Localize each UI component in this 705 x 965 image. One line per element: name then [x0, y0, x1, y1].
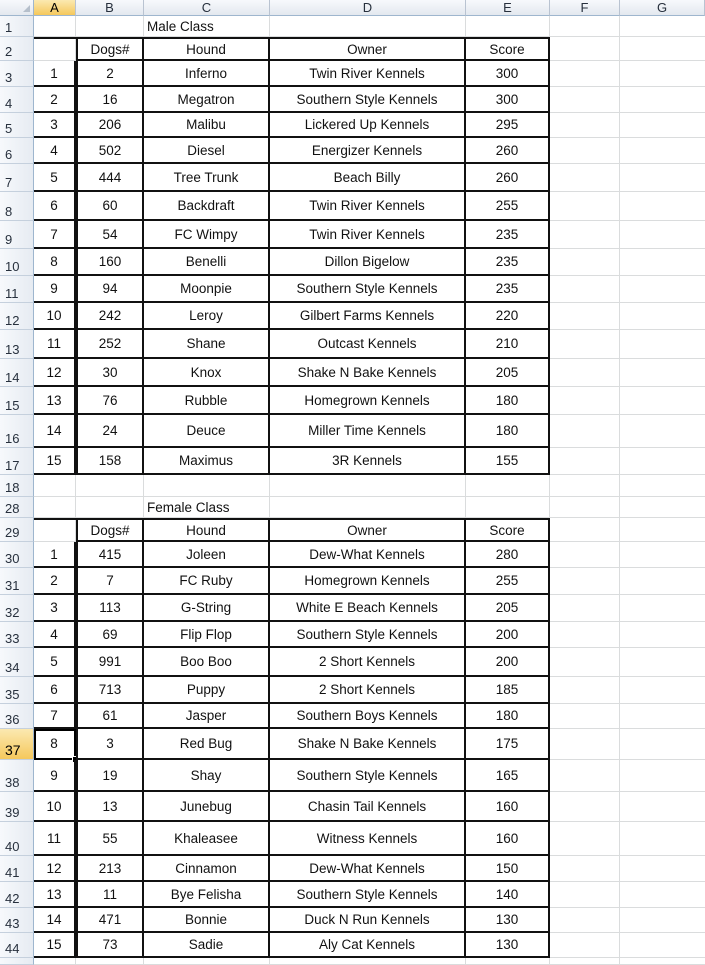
table-cell[interactable]: 713: [76, 677, 144, 704]
table-cell[interactable]: 12: [34, 359, 76, 387]
table-cell[interactable]: 1: [34, 61, 76, 87]
table-cell[interactable]: Bye Felisha: [144, 882, 270, 908]
table-cell[interactable]: Jasper: [144, 704, 270, 729]
row-header[interactable]: 13: [0, 330, 34, 359]
table-cell[interactable]: Homegrown Kennels: [270, 568, 466, 595]
table-cell[interactable]: 3: [34, 595, 76, 622]
row-header[interactable]: [0, 958, 34, 965]
table-cell[interactable]: Miller Time Kennels: [270, 415, 466, 448]
row-header[interactable]: 10: [0, 249, 34, 276]
row-header[interactable]: 6: [0, 138, 34, 164]
table-cell[interactable]: 295: [466, 113, 550, 138]
table-cell[interactable]: Duck N Run Kennels: [270, 908, 466, 933]
table-cell[interactable]: 235: [466, 221, 550, 249]
table-cell[interactable]: 73: [76, 933, 144, 958]
table-cell[interactable]: 13: [34, 882, 76, 908]
table-cell[interactable]: Rubble: [144, 387, 270, 415]
table-cell[interactable]: 7: [76, 568, 144, 595]
table-cell[interactable]: 260: [466, 164, 550, 192]
table-cell[interactable]: 30: [76, 359, 144, 387]
column-header-c[interactable]: C: [144, 0, 270, 16]
table-cell[interactable]: 185: [466, 677, 550, 704]
table-header-cell[interactable]: Hound: [144, 37, 270, 61]
row-header[interactable]: 41: [0, 856, 34, 882]
table-cell[interactable]: 7: [34, 221, 76, 249]
table-cell[interactable]: Homegrown Kennels: [270, 387, 466, 415]
table-cell[interactable]: 255: [466, 192, 550, 221]
table-cell[interactable]: 54: [76, 221, 144, 249]
table-cell[interactable]: Shake N Bake Kennels: [270, 359, 466, 387]
row-header[interactable]: 12: [0, 303, 34, 330]
table-cell[interactable]: 1: [34, 542, 76, 568]
table-cell[interactable]: 140: [466, 882, 550, 908]
table-cell[interactable]: 94: [76, 276, 144, 303]
table-cell[interactable]: 200: [466, 622, 550, 648]
table-cell[interactable]: 280: [466, 542, 550, 568]
table-cell[interactable]: 2: [76, 61, 144, 87]
table-cell[interactable]: Leroy: [144, 303, 270, 330]
row-header[interactable]: 36: [0, 704, 34, 729]
table-cell[interactable]: Red Bug: [144, 729, 270, 760]
table-cell[interactable]: 235: [466, 249, 550, 276]
grid-row: [34, 475, 705, 497]
row-header[interactable]: 2: [0, 37, 34, 61]
table-cell[interactable]: 130: [466, 933, 550, 958]
table-cell[interactable]: 55: [76, 822, 144, 856]
table-cell[interactable]: 11: [34, 330, 76, 359]
table-cell[interactable]: Dew-What Kennels: [270, 542, 466, 568]
table-cell[interactable]: Gilbert Farms Kennels: [270, 303, 466, 330]
table-cell[interactable]: 4: [34, 622, 76, 648]
table-cell[interactable]: G-String: [144, 595, 270, 622]
table-cell[interactable]: 2: [34, 568, 76, 595]
table-cell[interactable]: 180: [466, 387, 550, 415]
table-header-cell[interactable]: Score: [466, 518, 550, 542]
select-all-corner[interactable]: [0, 0, 34, 16]
table-cell[interactable]: Joleen: [144, 542, 270, 568]
table-cell[interactable]: Maximus: [144, 448, 270, 475]
row-header[interactable]: 1: [0, 16, 34, 37]
row-header[interactable]: 3: [0, 61, 34, 87]
table-cell[interactable]: 3: [76, 729, 144, 760]
table-cell[interactable]: 165: [466, 760, 550, 792]
table-cell[interactable]: Tree Trunk: [144, 164, 270, 192]
table-cell[interactable]: Dew-What Kennels: [270, 856, 466, 882]
table-cell[interactable]: 150: [466, 856, 550, 882]
table-cell[interactable]: Khaleasee: [144, 822, 270, 856]
table-cell[interactable]: Aly Cat Kennels: [270, 933, 466, 958]
table-cell[interactable]: 15: [34, 933, 76, 958]
table-cell[interactable]: 252: [76, 330, 144, 359]
table-cell[interactable]: 13: [34, 387, 76, 415]
table-cell[interactable]: 3R Kennels: [270, 448, 466, 475]
table-cell[interactable]: 19: [76, 760, 144, 792]
table-cell[interactable]: 60: [76, 192, 144, 221]
row-header[interactable]: 42: [0, 882, 34, 908]
table-cell[interactable]: 206: [76, 113, 144, 138]
row-header[interactable]: 9: [0, 221, 34, 249]
table-cell[interactable]: Flip Flop: [144, 622, 270, 648]
female-class-title[interactable]: Female Class: [147, 500, 230, 515]
table-cell[interactable]: 471: [76, 908, 144, 933]
row-header[interactable]: 40: [0, 822, 34, 856]
table-cell[interactable]: 9: [34, 276, 76, 303]
table-cell[interactable]: 205: [466, 595, 550, 622]
table-cell[interactable]: 2: [34, 87, 76, 113]
table-cell[interactable]: Twin River Kennels: [270, 221, 466, 249]
table-cell[interactable]: 14: [34, 415, 76, 448]
table-cell[interactable]: Chasin Tail Kennels: [270, 792, 466, 822]
table-cell[interactable]: Sadie: [144, 933, 270, 958]
table-cell[interactable]: Cinnamon: [144, 856, 270, 882]
table-cell[interactable]: Malibu: [144, 113, 270, 138]
table-cell[interactable]: 991: [76, 648, 144, 677]
table-cell[interactable]: 113: [76, 595, 144, 622]
table-cell[interactable]: 502: [76, 138, 144, 164]
table-cell[interactable]: 16: [76, 87, 144, 113]
table-cell[interactable]: 14: [34, 908, 76, 933]
table-cell[interactable]: 158: [76, 448, 144, 475]
table-cell[interactable]: 180: [466, 704, 550, 729]
row-header[interactable]: 34: [0, 648, 34, 677]
table-cell[interactable]: Southern Style Kennels: [270, 87, 466, 113]
row-header[interactable]: 28: [0, 497, 34, 518]
table-cell[interactable]: White E Beach Kennels: [270, 595, 466, 622]
column-header-g[interactable]: G: [620, 0, 705, 16]
row-header[interactable]: 44: [0, 933, 34, 958]
table-cell[interactable]: Twin River Kennels: [270, 192, 466, 221]
table-cell[interactable]: 8: [34, 729, 76, 760]
table-cell[interactable]: 260: [466, 138, 550, 164]
table-cell[interactable]: 3: [34, 113, 76, 138]
row-header[interactable]: 30: [0, 542, 34, 568]
table-cell[interactable]: Megatron: [144, 87, 270, 113]
table-cell[interactable]: 7: [34, 704, 76, 729]
table-cell[interactable]: FC Ruby: [144, 568, 270, 595]
table-cell[interactable]: 10: [34, 792, 76, 822]
table-cell[interactable]: 61: [76, 704, 144, 729]
table-cell[interactable]: Benelli: [144, 249, 270, 276]
table-cell[interactable]: Shake N Bake Kennels: [270, 729, 466, 760]
table-cell[interactable]: Moonpie: [144, 276, 270, 303]
column-header-d[interactable]: D: [270, 0, 466, 16]
table-cell[interactable]: 200: [466, 648, 550, 677]
table-cell[interactable]: 9: [34, 760, 76, 792]
table-cell[interactable]: 130: [466, 908, 550, 933]
table-cell[interactable]: 69: [76, 622, 144, 648]
row-header[interactable]: 31: [0, 568, 34, 595]
table-cell[interactable]: Puppy: [144, 677, 270, 704]
row-header[interactable]: 33: [0, 622, 34, 648]
table-cell[interactable]: 76: [76, 387, 144, 415]
table-cell[interactable]: Deuce: [144, 415, 270, 448]
table-cell[interactable]: 415: [76, 542, 144, 568]
table-cell[interactable]: 2 Short Kennels: [270, 648, 466, 677]
table-cell[interactable]: Twin River Kennels: [270, 61, 466, 87]
row-header[interactable]: 18: [0, 475, 34, 497]
table-cell[interactable]: Southern Style Kennels: [270, 276, 466, 303]
row-header[interactable]: 5: [0, 113, 34, 138]
row-header[interactable]: 14: [0, 359, 34, 387]
table-cell[interactable]: 444: [76, 164, 144, 192]
table-cell[interactable]: 11: [34, 822, 76, 856]
column-header-b[interactable]: B: [76, 0, 144, 16]
table-cell[interactable]: 160: [466, 792, 550, 822]
table-header-cell[interactable]: Score: [466, 37, 550, 61]
table-cell[interactable]: Shay: [144, 760, 270, 792]
table-cell[interactable]: 220: [466, 303, 550, 330]
table-cell[interactable]: Dillon Bigelow: [270, 249, 466, 276]
row-header[interactable]: 29: [0, 518, 34, 542]
table-cell[interactable]: 11: [76, 882, 144, 908]
column-header-a[interactable]: A: [34, 0, 76, 16]
table-cell[interactable]: 213: [76, 856, 144, 882]
table-header-cell[interactable]: Dogs#: [76, 518, 144, 542]
table-cell[interactable]: Lickered Up Kennels: [270, 113, 466, 138]
table-cell[interactable]: 24: [76, 415, 144, 448]
table-cell[interactable]: Southern Style Kennels: [270, 760, 466, 792]
grid-row: [34, 958, 705, 965]
table-header-cell[interactable]: [34, 37, 76, 61]
row-header[interactable]: 16: [0, 415, 34, 448]
male-class-title[interactable]: Male Class: [147, 19, 214, 34]
row-header[interactable]: 35: [0, 677, 34, 704]
table-cell[interactable]: 13: [76, 792, 144, 822]
row-header[interactable]: 17: [0, 448, 34, 475]
table-header-cell[interactable]: [34, 518, 76, 542]
table-header-cell[interactable]: Owner: [270, 37, 466, 61]
table-cell[interactable]: 12: [34, 856, 76, 882]
table-cell[interactable]: 205: [466, 359, 550, 387]
table-cell[interactable]: FC Wimpy: [144, 221, 270, 249]
row-header[interactable]: 8: [0, 192, 34, 221]
table-cell[interactable]: Witness Kennels: [270, 822, 466, 856]
table-cell[interactable]: Southern Style Kennels: [270, 882, 466, 908]
table-cell[interactable]: 242: [76, 303, 144, 330]
column-header-f[interactable]: F: [550, 0, 620, 16]
row-header[interactable]: 37: [0, 729, 34, 760]
table-cell[interactable]: Backdraft: [144, 192, 270, 221]
table-cell[interactable]: 2 Short Kennels: [270, 677, 466, 704]
table-cell[interactable]: 6: [34, 677, 76, 704]
row-header[interactable]: 4: [0, 87, 34, 113]
table-cell[interactable]: Southern Boys Kennels: [270, 704, 466, 729]
table-cell[interactable]: Boo Boo: [144, 648, 270, 677]
table-cell[interactable]: 160: [466, 822, 550, 856]
table-cell[interactable]: 8: [34, 249, 76, 276]
table-cell[interactable]: Beach Billy: [270, 164, 466, 192]
table-header-cell[interactable]: Dogs#: [76, 37, 144, 61]
table-cell[interactable]: Diesel: [144, 138, 270, 164]
table-cell[interactable]: 5: [34, 648, 76, 677]
row-header[interactable]: 11: [0, 276, 34, 303]
row-header[interactable]: 32: [0, 595, 34, 622]
table-cell[interactable]: 160: [76, 249, 144, 276]
column-header-e[interactable]: E: [466, 0, 550, 16]
table-cell[interactable]: 180: [466, 415, 550, 448]
row-header[interactable]: 43: [0, 908, 34, 933]
row-header[interactable]: 38: [0, 760, 34, 792]
table-cell[interactable]: Shane: [144, 330, 270, 359]
row-header[interactable]: 7: [0, 164, 34, 192]
table-cell[interactable]: 210: [466, 330, 550, 359]
table-cell[interactable]: Bonnie: [144, 908, 270, 933]
table-cell[interactable]: 15: [34, 448, 76, 475]
table-cell[interactable]: 5: [34, 164, 76, 192]
table-cell[interactable]: Energizer Kennels: [270, 138, 466, 164]
table-cell[interactable]: 300: [466, 61, 550, 87]
table-cell[interactable]: Knox: [144, 359, 270, 387]
table-header-cell[interactable]: Owner: [270, 518, 466, 542]
table-cell[interactable]: 4: [34, 138, 76, 164]
row-header[interactable]: 39: [0, 792, 34, 822]
table-cell[interactable]: Junebug: [144, 792, 270, 822]
table-cell[interactable]: Southern Style Kennels: [270, 622, 466, 648]
table-cell[interactable]: Outcast Kennels: [270, 330, 466, 359]
table-cell[interactable]: 6: [34, 192, 76, 221]
table-cell[interactable]: Inferno: [144, 61, 270, 87]
table-cell[interactable]: 155: [466, 448, 550, 475]
table-cell[interactable]: 175: [466, 729, 550, 760]
table-cell[interactable]: 300: [466, 87, 550, 113]
row-header[interactable]: 15: [0, 387, 34, 415]
table-cell[interactable]: 235: [466, 276, 550, 303]
table-header-cell[interactable]: Hound: [144, 518, 270, 542]
table-cell[interactable]: 10: [34, 303, 76, 330]
table-cell[interactable]: 255: [466, 568, 550, 595]
